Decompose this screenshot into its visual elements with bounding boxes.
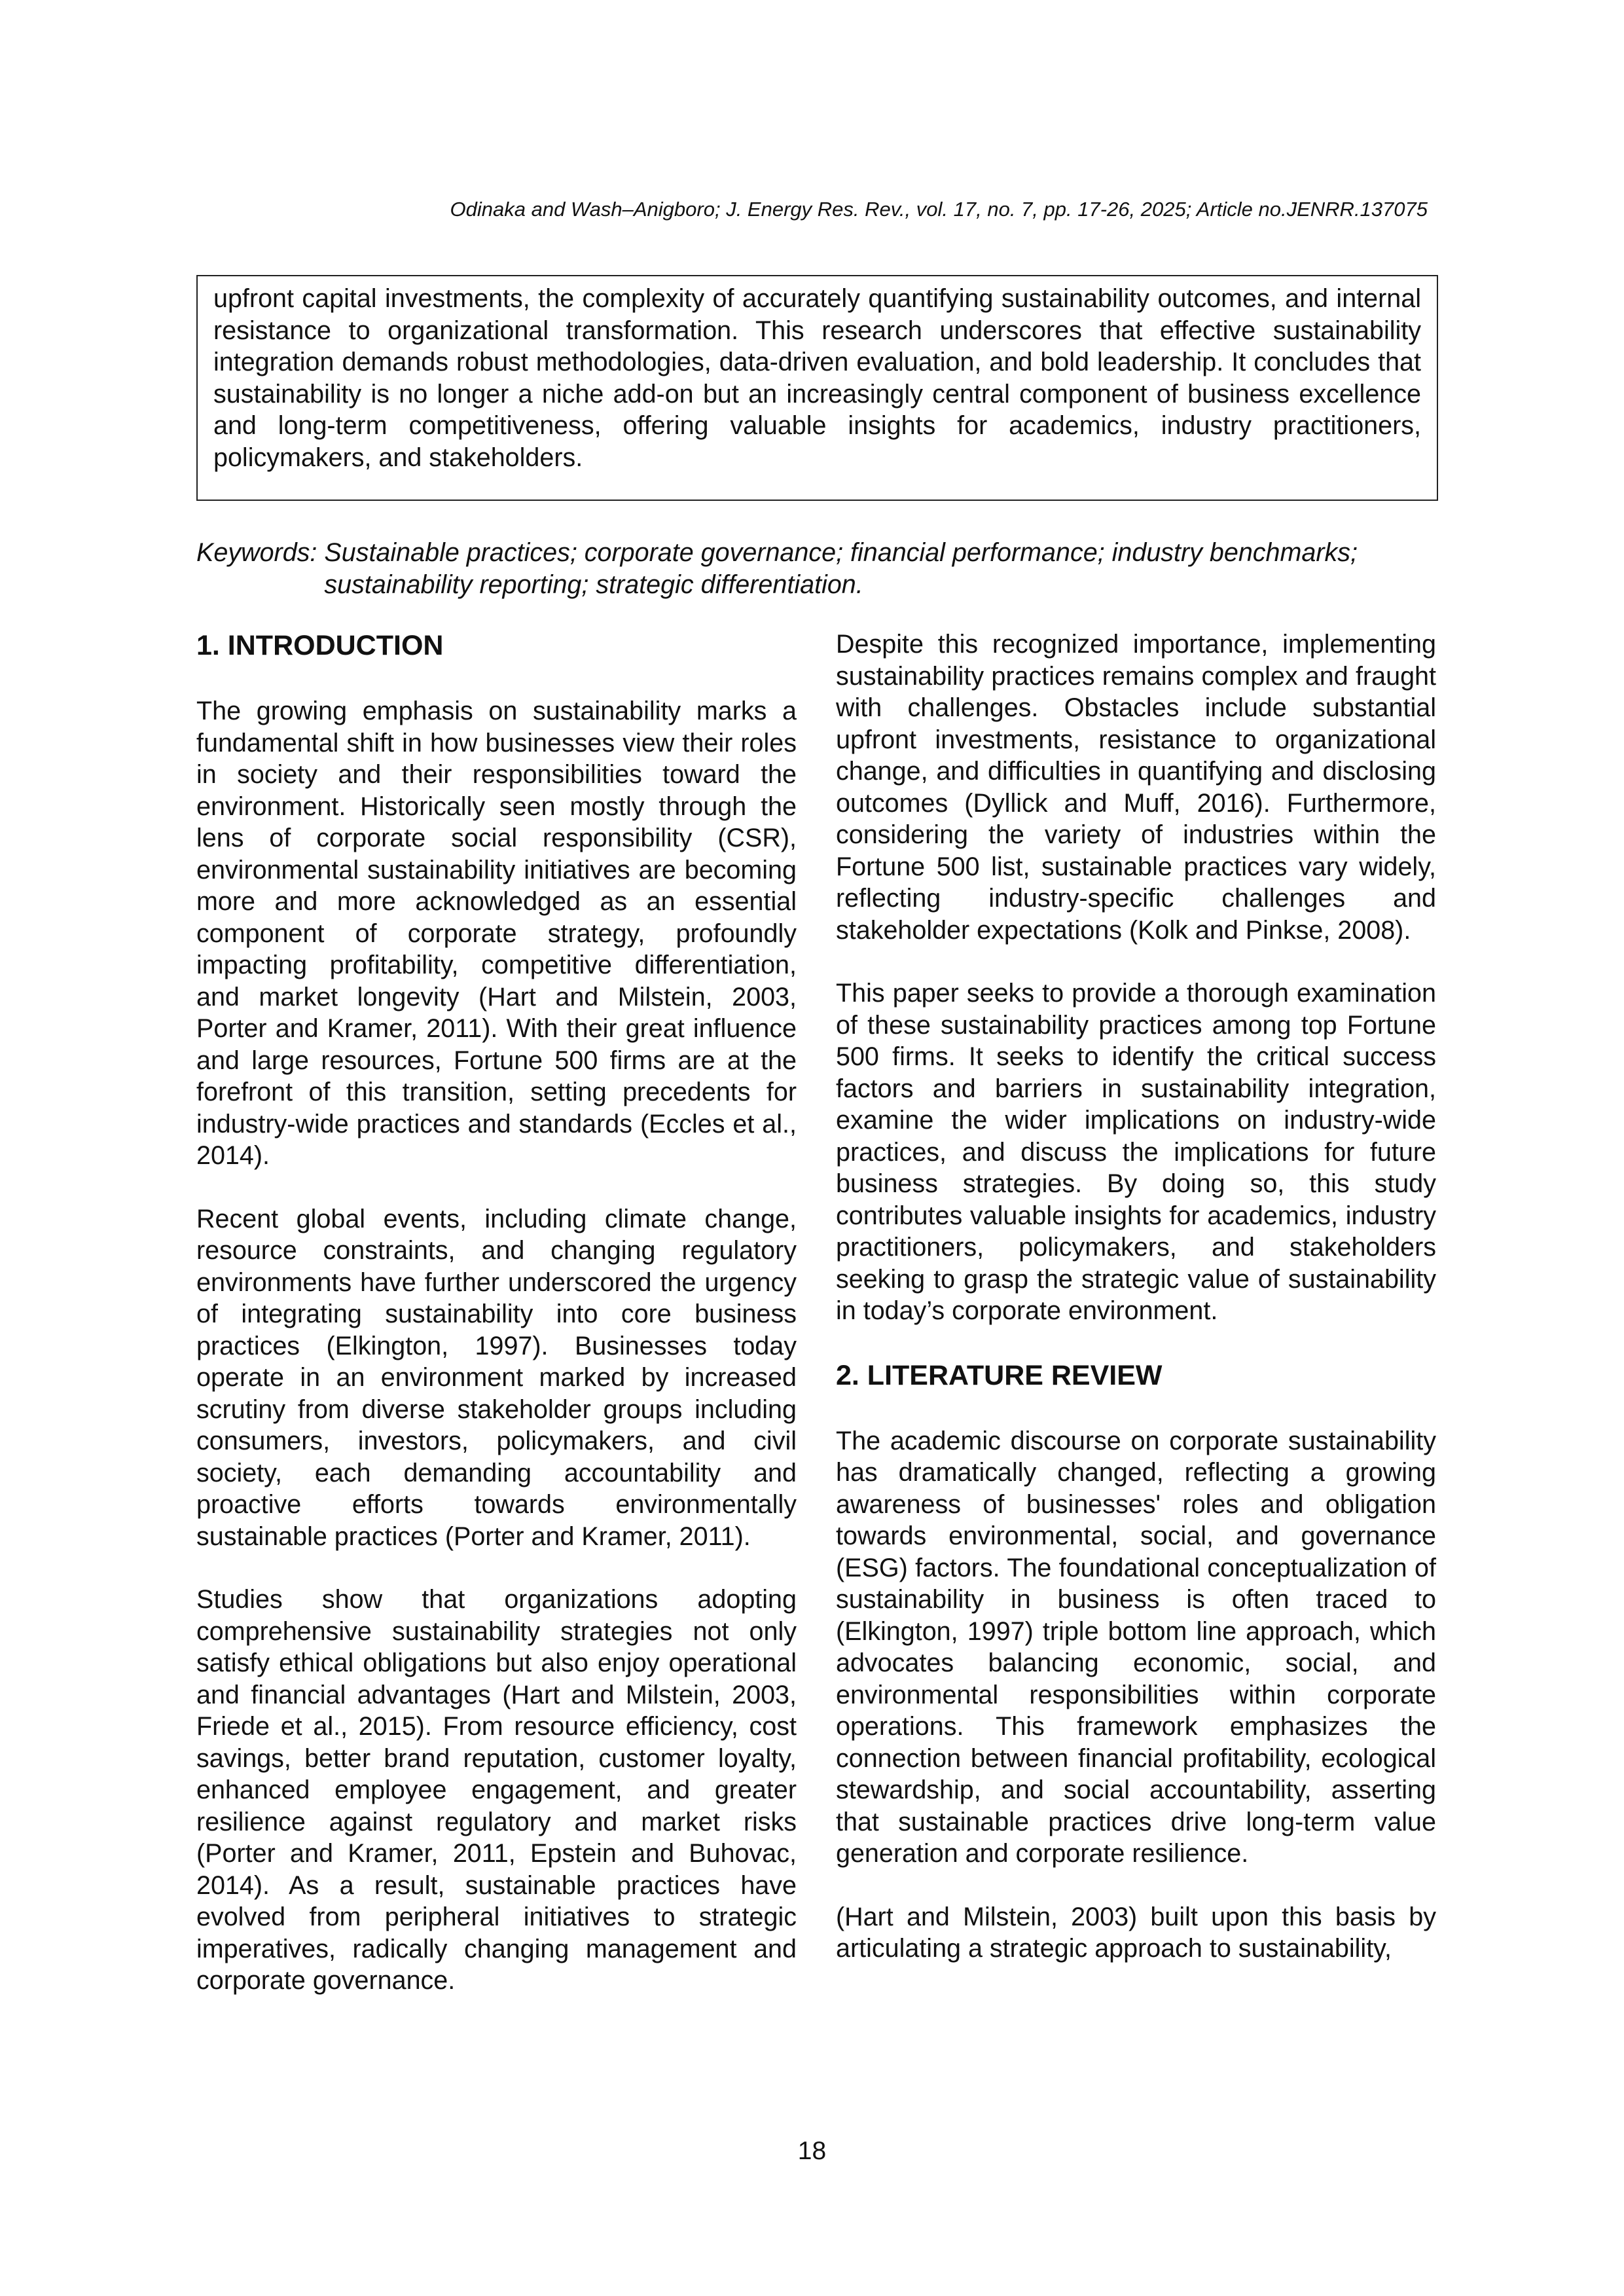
left-column xyxy=(196,629,797,1997)
running-head: Odinaka and Wash–Anigboro; J. Energy Res. Rev., vol. 17, no. 7, pp. 17-26, 2025; Article no.JENRR.137075 xyxy=(450,198,1428,221)
section-heading-introduction: 1. INTRODUCTION xyxy=(196,630,444,661)
literature-paragraph: (Hart and Milstein, 2003) built upon this basis by articulating a strategic approach to sustainability, xyxy=(836,1902,1436,1963)
section-heading-literature-review: 2. LITERATURE REVIEW xyxy=(836,1359,1163,1391)
literature-paragraph: The academic discourse on corporate sustainability has dramatically changed, reflecting a growing awareness of businesses' roles and obligation towards environmental, social, and governance (ESG) factors. The foundational conceptualization of sustainability in business is often traced to (Elkington, 1997) triple bottom line approach, which advocates balancing economic, social, and environmental responsibilities within corporate operations. This framework emphasizes the connection between financial profitability, ecological stewardship, and social accountability, asserting that sustainable practices drive long-term value generation and corporate resilience. xyxy=(836,1426,1436,1868)
keywords xyxy=(196,537,1438,600)
intro-paragraph: The growing emphasis on sustainability marks a fundamental shift in how businesses view their roles in society and their responsibilities toward the environment. Historically seen mostly through the lens of corporate social responsibility (CSR), environmental sustainability initiatives are becoming more and more acknowledged as an essential component of corporate strategy, profoundly impacting profitability, competitive differentiation, and market longevity (Hart and Milstein, 2003, Porter and Kramer, 2011). With their great influence and large resources, Fortune 500 firms are at the forefront of this transition, setting precedents for industry-wide practices and standards (Eccles et al., 2014). xyxy=(196,697,797,1170)
intro-paragraph: Despite this recognized importance, implementing sustainability practices remains complex and fraught with challenges. Obstacles include substantial upfront investments, resistance to organizational change, and difficulties in quantifying and disclosing outcomes (Dyllick and Muff, 2016). Furthermore, considering the variety of industries within the Fortune 500 list, sustainable practices vary widely, reflecting industry-specific challenges and stakeholder expectations (Kolk and Pinkse, 2008). xyxy=(836,630,1436,945)
intro-paragraph: Recent global events, including climate change, resource constraints, and changing regulatory environments have further underscored the urgency of integrating sustainability into core business practices (Elkington, 1997). Businesses today operate in an environment marked by increased scrutiny from diverse stakeholder groups including consumers, investors, policymakers, and civil society, each demanding accountability and proactive efforts towards environmentally sustainable practices (Porter and Kramer, 2011). xyxy=(196,1204,797,1551)
right-column xyxy=(836,629,1436,1965)
intro-paragraph: This paper seeks to provide a thorough examination of these sustainability practices among top Fortune 500 firms. It seeks to identify the critical success factors and barriers in sustainability integration, examine the wider implications on industry-wide practices, and discuss the implications for future business strategies. By doing so, this study contributes valuable insights for academics, industry practitioners, policymakers, and stakeholders seeking to grasp the strategic value of sustainability in today’s corporate environment. xyxy=(836,979,1436,1325)
keywords-label: Keywords: xyxy=(196,538,325,567)
abstract-continuation: upfront capital investments, the complexity of accurately quantifying sustainability outcomes, and internal resistance to organizational transformation. This research underscores that effective sustainability integration demands robust methodologies, data-driven evaluation, and bold leadership. It concludes that sustainability is no longer a niche add-on but an increasingly central component of business excellence and long-term competitiveness, offering valuable insights for academics, industry practitioners, policymakers, and stakeholders. xyxy=(213,284,1421,472)
abstract-box xyxy=(196,275,1438,501)
page-number: 18 xyxy=(797,2137,827,2165)
intro-paragraph: Studies show that organizations adopting comprehensive sustainability strategies not only satisfy ethical obligations but also enjoy operational and financial advantages (Hart and Milstein, 2003, Friede et al., 2015). From resource efficiency, cost savings, better brand reputation, customer loyalty, enhanced employee engagement, and greater resilience against regulatory and market risks (Porter and Kramer, 2011, Epstein and Buhovac, 2014). As a result, sustainable practices have evolved from peripheral initiatives to strategic imperatives, radically changing management and corporate governance. xyxy=(196,1585,797,1995)
keywords-text: Sustainable practices; corporate governance; financial performance; industry benchmarks; sustainability reporting; strategic differentiation. xyxy=(324,538,1358,599)
